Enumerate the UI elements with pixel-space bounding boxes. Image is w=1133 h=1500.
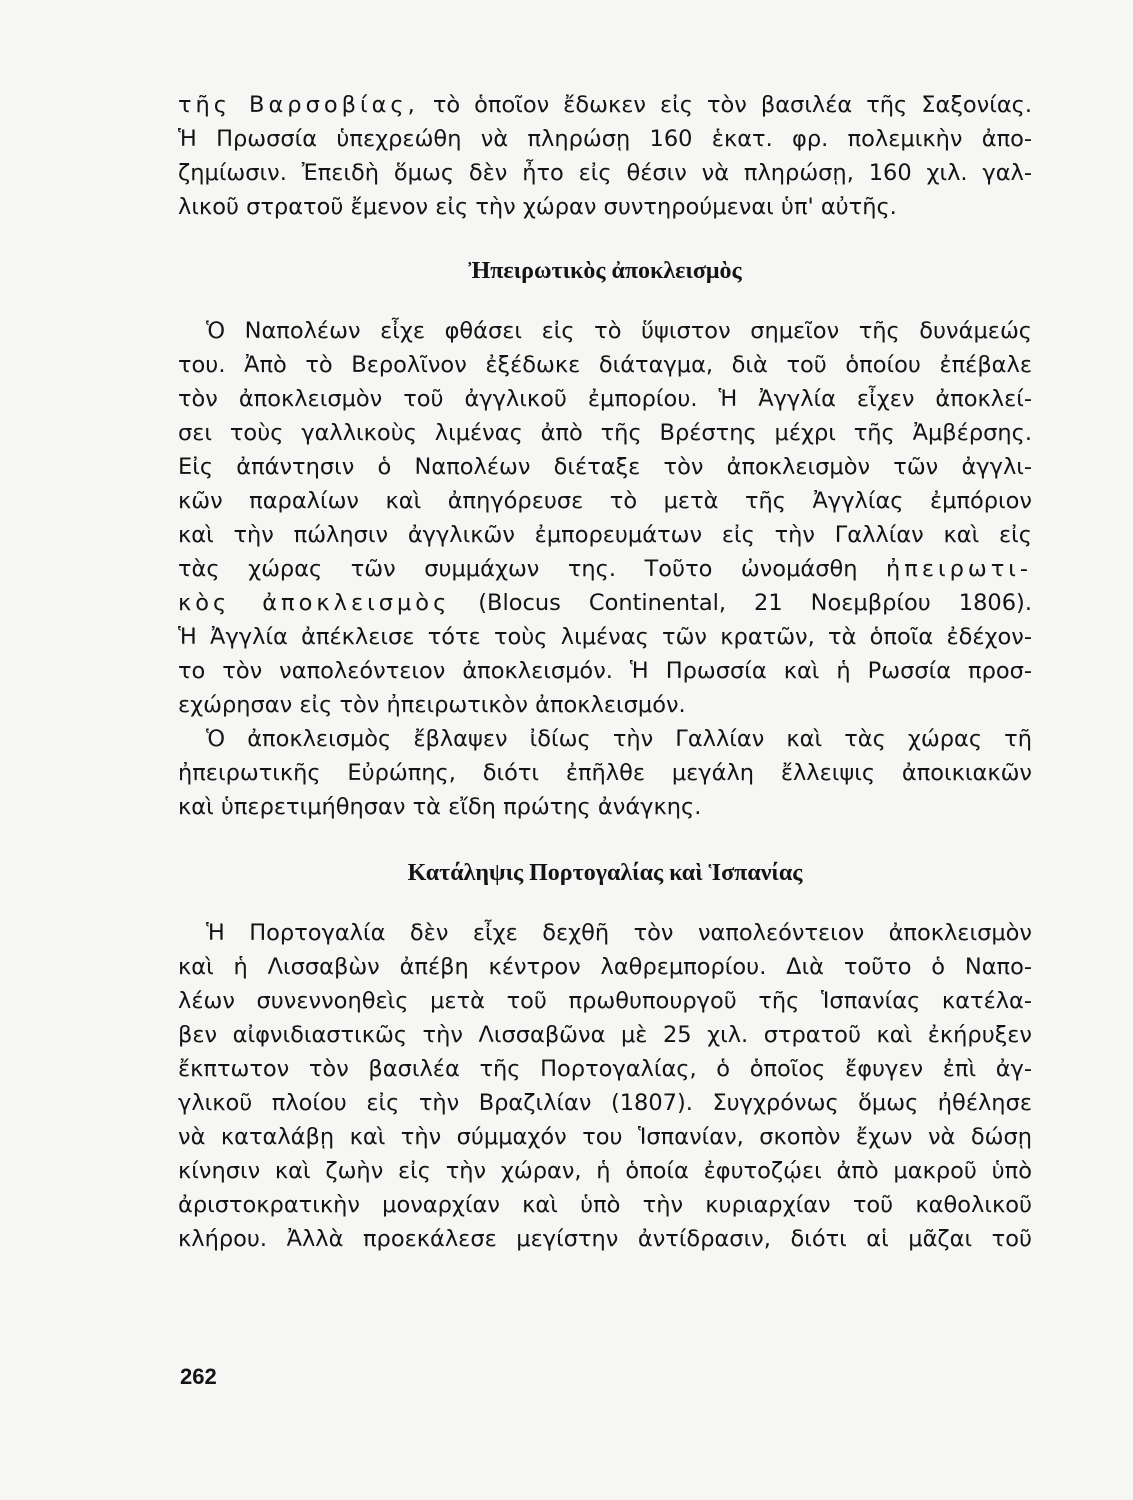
text-span: (Blocus Continental, 21 Νοεμβρίου 1806). xyxy=(478,590,1032,616)
text-line: Ἡ Πορτογαλία δὲν εἶχε δεχθῆ τὸν ναπολεόντειον ἀποκλεισμὸν xyxy=(206,920,1032,946)
text-line: καὶ ἡ Λισσαβὼν ἀπέβη κέντρον λαθρεμπορίου. Διὰ τοῦτο ὁ Ναπο- xyxy=(178,954,1032,980)
text-line: Ἡ Πρωσσία ὑπεχρεώθη νὰ πληρώσῃ 160 ἑκατ. φρ. πολεμικὴν ἀπο- xyxy=(178,126,1032,152)
spaced-text: τῆς Βαρσοβίας, xyxy=(178,92,419,118)
text-line: καὶ ὑπερετιμήθησαν τὰ εἴδη πρώτης ἀνάγκης. xyxy=(178,794,702,820)
text-span: τὰς χώρας τῶν συμμάχων της. Τοῦτο ὠνομάσθη xyxy=(178,556,858,582)
text-line: καὶ τὴν πώλησιν ἀγγλικῶν ἐμπορευμάτων εἰς τὴν Γαλλίαν καὶ εἰς xyxy=(178,522,1032,548)
text-line xyxy=(178,586,1032,620)
text-line xyxy=(178,552,1032,586)
text-line: νὰ καταλάβῃ καὶ τὴν σύμμαχόν του Ἱσπανίαν, σκοπὸν ἔχων νὰ δώσῃ xyxy=(178,1124,1032,1150)
text-line: Ὁ ἀποκλεισμὸς ἔβλαψεν ἰδίως τὴν Γαλλίαν καὶ τὰς χώρας τῆ xyxy=(206,726,1032,752)
text-line: σει τοὺς γαλλικοὺς λιμένας ἀπὸ τῆς Βρέστης μέχρι τῆς Ἀμβέρσης. xyxy=(178,420,1032,446)
section-1-paragraph-2 xyxy=(178,722,1032,824)
text-line: λέων συνεννοηθεὶς μετὰ τοῦ πρωθυπουργοῦ τῆς Ἱσπανίας κατέλα- xyxy=(178,988,1032,1014)
text-line: Εἰς ἀπάντησιν ὁ Ναπολέων διέταξε τὸν ἀποκλεισμὸν τῶν ἀγγλι- xyxy=(178,454,1032,480)
text-line: το τὸν ναπολεόντειον ἀποκλεισμόν. Ἡ Πρωσσία καὶ ἡ Ρωσσία προσ- xyxy=(178,658,1032,684)
text-line: τὸν ἀποκλεισμὸν τοῦ ἀγγλικοῦ ἐμπορίου. Ἡ Ἀγγλία εἶχεν ἀποκλεί- xyxy=(178,386,1032,412)
text-line: κίνησιν καὶ ζωὴν εἰς τὴν χώραν, ἡ ὁποία ἐφυτοζῴει ἀπὸ μακροῦ ὑπὸ xyxy=(178,1158,1032,1184)
text-line xyxy=(178,88,1032,122)
page-number: 262 xyxy=(180,1364,217,1389)
section-heading: Ἠπειρωτικὸς ἀποκλεισμὸς xyxy=(468,258,742,284)
paragraph-top xyxy=(178,88,1032,224)
spaced-text: κὸς ἀποκλεισμὸς xyxy=(178,590,451,616)
text-line: εχώρησαν εἰς τὸν ἠπειρωτικὸν ἀποκλεισμόν. xyxy=(178,692,686,718)
text-line: λικοῦ στρατοῦ ἔμενον εἰς τὴν χώραν συντηρούμεναι ὑπ' αὐτῆς. xyxy=(178,194,897,220)
text-line: ἠπειρωτικῆς Εὐρώπης, διότι ἐπῆλθε μεγάλη ἔλλειψις ἀποικιακῶν xyxy=(178,760,1032,786)
text-line: κλήρου. Ἀλλὰ προεκάλεσε μεγίστην ἀντίδρασιν, διότι αἱ μᾶζαι τοῦ xyxy=(178,1226,1032,1252)
text-line: ζημίωσιν. Ἐπειδὴ ὅμως δὲν ἦτο εἰς θέσιν νὰ πληρώσῃ, 160 χιλ. γαλ- xyxy=(178,160,1032,186)
spaced-text: ἠπειρωτι- xyxy=(886,556,1033,582)
text-line: του. Ἀπὸ τὸ Βερολῖνον ἐξέδωκε διάταγμα, διὰ τοῦ ὁποίου ἐπέβαλε xyxy=(178,352,1032,378)
section-1-paragraph-1 xyxy=(178,314,1032,722)
text-line: Ἡ Ἀγγλία ἀπέκλεισε τότε τοὺς λιμένας τῶν κρατῶν, τὰ ὁποῖα ἐδέχον- xyxy=(178,624,1032,650)
text-line: κῶν παραλίων καὶ ἀπηγόρευσε τὸ μετὰ τῆς Ἀγγλίας ἐμπόριον xyxy=(178,488,1032,514)
text-line: ἀριστοκρατικὴν μοναρχίαν καὶ ὑπὸ τὴν κυριαρχίαν τοῦ καθολικοῦ xyxy=(178,1192,1032,1218)
text-line: ἔκπτωτον τὸν βασιλέα τῆς Πορτογαλίας, ὁ ὁποῖος ἔφυγεν ἐπὶ ἀγ- xyxy=(178,1056,1032,1082)
text-line: Ὁ Ναπολέων εἶχε φθάσει εἰς τὸ ὕψιστον σημεῖον τῆς δυνάμεώς xyxy=(206,318,1032,344)
text-span: τὸ ὁποῖον ἔδωκεν εἰς τὸν βασιλέα τῆς Σαξονίας. xyxy=(432,92,1033,118)
text-line: γλικοῦ πλοίου εἰς τὴν Βραζιλίαν (1807). Συγχρόνως ὅμως ἠθέλησε xyxy=(178,1090,1032,1116)
text-line: βεν αἰφνιδιαστικῶς τὴν Λισσαβῶνα μὲ 25 χιλ. στρατοῦ καὶ ἐκήρυξεν xyxy=(178,1022,1032,1048)
section-heading: Κατάληψις Πορτογαλίας καὶ Ἱσπανίας xyxy=(407,860,803,886)
page-body xyxy=(178,88,1032,1256)
section-2-paragraph-1 xyxy=(178,916,1032,1256)
